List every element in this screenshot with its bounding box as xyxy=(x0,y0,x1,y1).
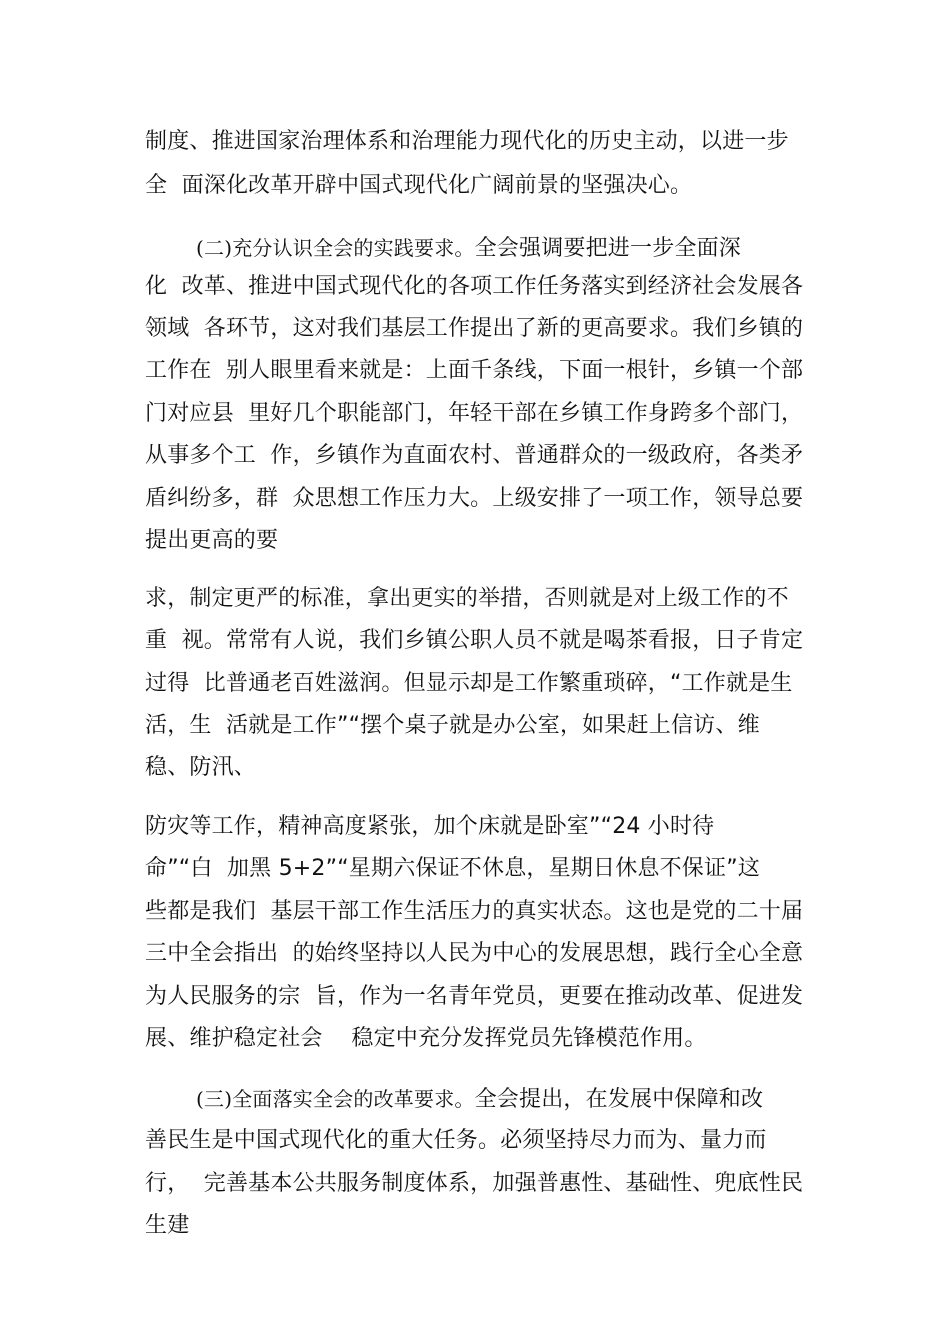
text-line: 防灾等工作，精神高度紧张，加个床就是卧室”“24 小时待 xyxy=(145,814,715,839)
text-line: 门对应县 里好几个职能部门，年轻干部在乡镇工作身跨多个部门， xyxy=(145,401,804,426)
section-heading: (二)充分认识全会的实践要求。 xyxy=(196,236,475,260)
text-line: 过得 比普通老百姓滋润。但显示却是工作繁重琐碎，“工作就是生 xyxy=(145,671,793,696)
text-line: 些都是我们 基层干部工作生活压力的真实状态。这也是党的二十届 xyxy=(145,899,804,924)
section-heading: (三)全面落实全会的改革要求。 xyxy=(196,1087,475,1111)
text-line: 三中全会指出 的始终坚持以人民为中心的发展思想，践行全心全意 xyxy=(145,941,804,966)
text-line: 提出更高的要 xyxy=(145,528,279,553)
text-line: 工作在 别人眼里看来就是：上面千条线，下面一根针，乡镇一个部 xyxy=(145,358,804,383)
text-line: 全 面深化改革开辟中国式现代化广阔前景的坚强决心。 xyxy=(145,173,693,198)
text-run: 全会提出，在发展中保障和改 xyxy=(474,1087,764,1112)
text-line: 化 改革、推进中国式现代化的各项工作任务落实到经济社会发展各 xyxy=(145,274,804,299)
text-line: 展、维护稳定社会 稳定中充分发挥党员先锋模范作用。 xyxy=(145,1026,707,1051)
text-line: 行， 完善基本公共服务制度体系，加强普惠性、基础性、兜底性民 xyxy=(145,1171,804,1196)
text-line: 稳、防汛、 xyxy=(145,755,257,780)
text-run: 全会强调要把进一步全面深 xyxy=(474,236,742,261)
text-line: 盾纠纷多，群 众思想工作压力大。上级安排了一项工作，领导总要 xyxy=(145,486,804,511)
text-line: 为人民服务的宗 旨，作为一名青年党员，更要在推动改革、促进发 xyxy=(145,984,804,1009)
text-line: 活，生 活就是工作”“摆个桌子就是办公室，如果赶上信访、维 xyxy=(145,713,760,738)
paragraph-first-line xyxy=(196,233,741,264)
text-line: 生建 xyxy=(145,1213,190,1238)
text-line: 求，制定更严的标准，拿出更实的举措，否则就是对上级工作的不 xyxy=(145,586,789,611)
text-line: 制度、推进国家治理体系和治理能力现代化的历史主动，以进一步 xyxy=(145,129,789,154)
text-line: 重 视。常常有人说，我们乡镇公职人员不就是喝茶看报，日子肯定 xyxy=(145,628,804,653)
text-line: 从事多个工 作，乡镇作为直面农村、普通群众的一级政府，各类矛 xyxy=(145,443,804,468)
text-line: 命”“白 加黑 5+2”“星期六保证不休息，星期日休息不保证”这 xyxy=(145,856,760,881)
text-line: 领域 各环节，这对我们基层工作提出了新的更高要求。我们乡镇的 xyxy=(145,316,804,341)
text-line: 善民生是中国式现代化的重大任务。必须坚持尽力而为、量力而 xyxy=(145,1128,767,1153)
paragraph-first-line xyxy=(196,1084,763,1115)
